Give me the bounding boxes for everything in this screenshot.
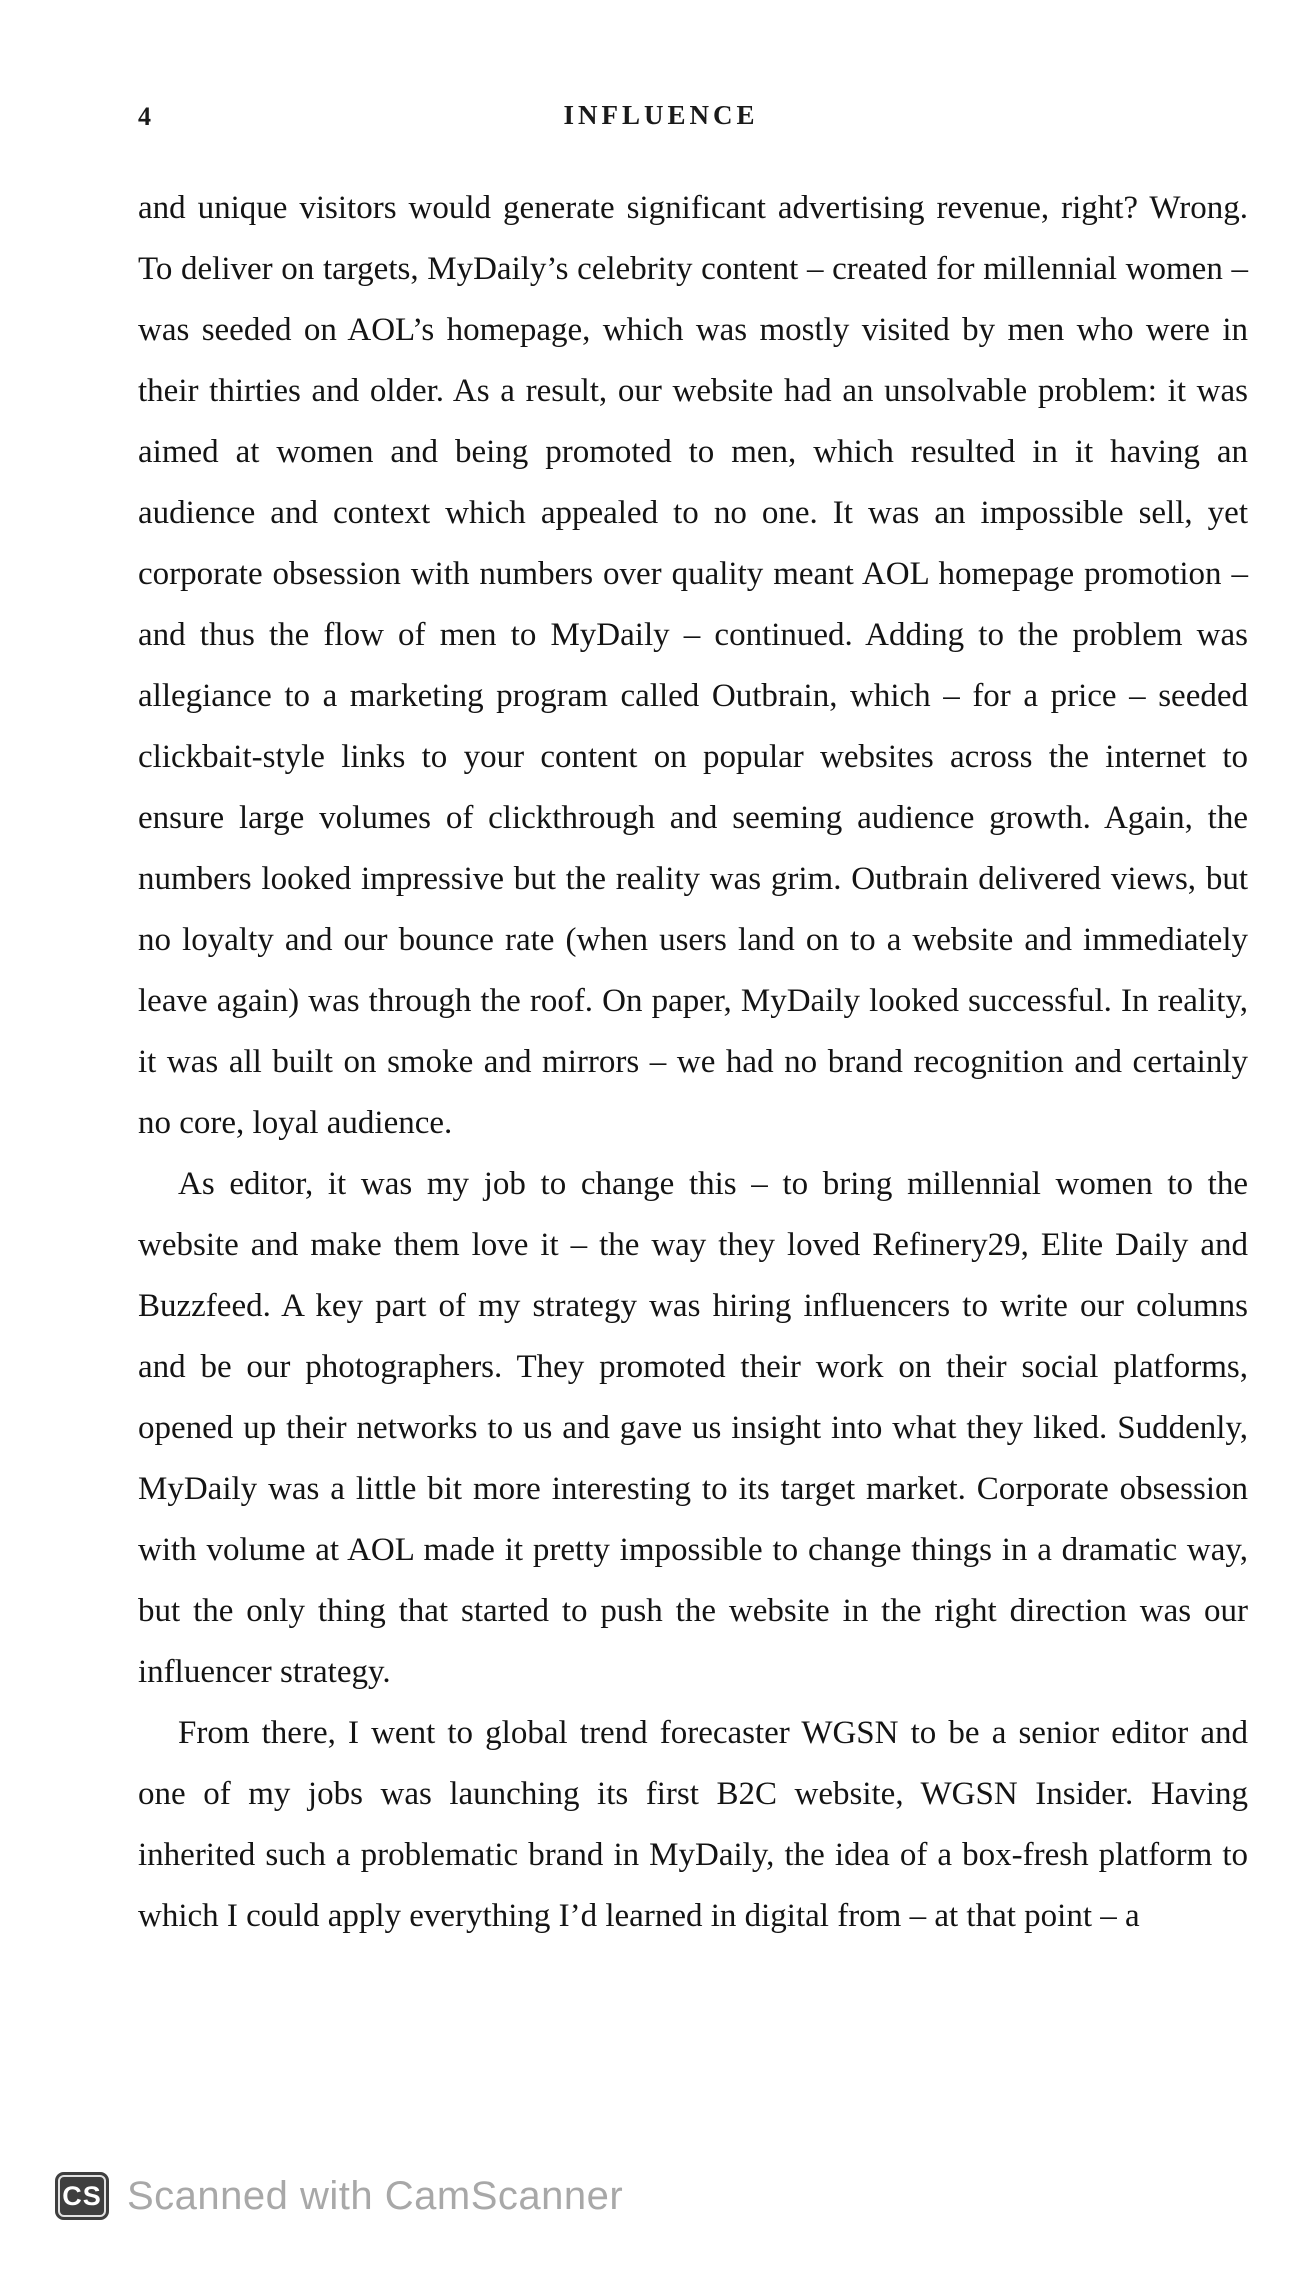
paragraph: From there, I went to global trend forecaster WGSN to be a senior editor and one of my jobs was launching its first B2C website, WGSN Insider. Having inherited such a problematic brand in MyDaily, the idea of a box-fresh platform to which I could apply everything I’d learned in digital from – at that point – a	[138, 1715, 1248, 1934]
page-number: 4	[138, 102, 151, 131]
paragraph: and unique visitors would generate significant advertising revenue, right? Wrong. To deliver on targets, MyDaily’s celebrity content – created for millennial women – was seeded on AOL’s homepage, which was mostly visited by men who were in their thirties and older. As a result, our website had an unsolvable problem: it was aimed at women and being promoted to men, which resulted in it having an audience and context which appealed to no one. It was an impossible sell, yet corporate obsession with numbers over quality meant AOL homepage promotion – and thus the flow of men to MyDaily – continued. Adding to the problem was allegiance to a marketing program called Outbrain, which – for a price – seeded clickbait-style links to your content on popular websites across the internet to ensure large volumes of clickthrough and seeming audience growth. Again, the numbers looked impressive but the reality was grim. Outbrain delivered views, but no loyalty and our bounce rate (when users land on to a website and immediately leave again) was through the roof. On paper, MyDaily looked successful. In reality, it was all built on smoke and mirrors – we had no brand recognition and certainly no core, loyal audience.	[138, 190, 1248, 1141]
camscanner-watermark-text: Scanned with CamScanner	[127, 2173, 624, 2218]
page-body	[138, 178, 1248, 1947]
running-header-title: INFLUENCE	[563, 100, 759, 130]
paragraph: As editor, it was my job to change this – to bring millennial women to the website and make them love it – the way they loved Refinery29, Elite Daily and Buzzfeed. A key part of my strategy was hiring influencers to write our columns and be our photographers. They promoted their work on their social platforms, opened up their networks to us and gave us insight into what they liked. Suddenly, MyDaily was a little bit more interesting to its target market. Corporate obsession with volume at AOL made it pretty impossible to change things in a dramatic way, but the only thing that started to push the website in the right direction was our influencer strategy.	[138, 1166, 1248, 1690]
camscanner-logo-letters: CS	[62, 2180, 102, 2211]
camscanner-footer	[55, 2172, 623, 2220]
running-head-row	[138, 100, 1184, 140]
camscanner-logo-icon	[55, 2172, 109, 2220]
